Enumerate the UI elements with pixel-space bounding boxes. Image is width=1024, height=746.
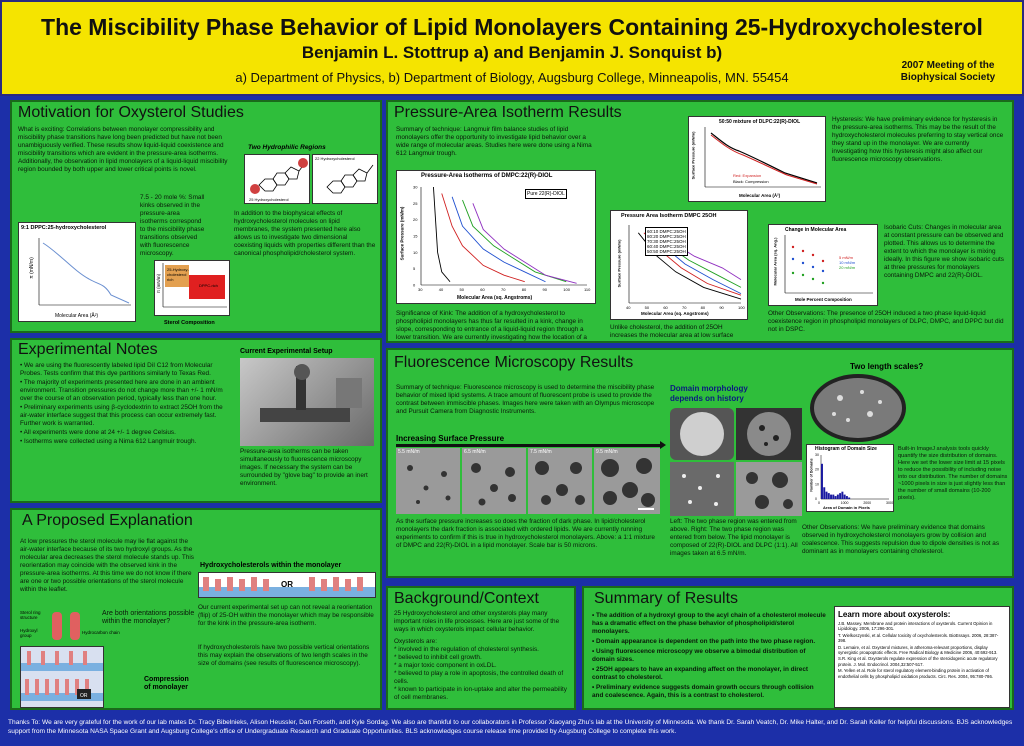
series-line	[473, 203, 577, 283]
chol22-label: 22 Hydroxycholesterol	[315, 156, 355, 161]
motivation-title: Motivation for Oxysterol Studies	[18, 104, 244, 121]
hist-title: Histogram of Domain Size	[815, 446, 877, 452]
y-tick-label: 0	[413, 282, 416, 288]
isobaric-text: Isobaric Cuts: Changes in molecular area at constant pressure can be observed and plotted. This allows us to determine the extent to which the monolayer is mixing ideally. In this figure we show isobaric cuts at three pressures for monolayers containing DMPC and 22(R)-DIOL.	[884, 224, 1004, 279]
reference-item: S.R. King et al. Oxysterols regulate expression of the steroidogenic acute regulatory protein. J. Mol. Endocrinol. 2004,32:507-517.	[838, 656, 998, 667]
hysteresis-text: Hysteresis: We have preliminary evidence for hysteresis in the pressure-area isotherms. This may be the result of the hydroxycholesterol molecules preferring to stay vertical once they stand up in the monolayer. We are currently investigating how this hysteresis might also affect our fluorescence microscopy observations.	[832, 116, 1004, 163]
morph-image-3-domains	[670, 462, 734, 516]
hist-bar	[839, 493, 841, 499]
orientation-question: Are both orientations possible within the monolayer?	[102, 610, 195, 625]
explanation-title: A Proposed Explanation	[22, 512, 193, 529]
summary-item-text: The addition of a hydroxyl group to the acyl chain of a cholesterol molecule has a dramatic effect on the phase behavior of phospholipid/sterol monolayers.	[592, 612, 826, 635]
x-tick-label: 70	[501, 287, 506, 292]
sterol-label: Sterol ring structure	[20, 610, 41, 620]
compression-diagram-svg	[21, 647, 103, 707]
pressure-area-other-obs: Other Observations: The presence of 25OH induced a two phase liquid-liquid coexistence region in phospholipid monolayers of DLPC, DMPC, and DPPC but did not in DSPC.	[768, 310, 1004, 333]
background-panel	[386, 586, 576, 710]
fluor-image-4	[594, 448, 660, 514]
hist-bar	[841, 492, 843, 499]
x-tick-label: 100	[563, 287, 570, 292]
molecular-area-chart	[768, 224, 878, 306]
summary-item-text: Using fluorescence microscopy we observe a bimodal distribution of domain sizes.	[592, 648, 806, 663]
chart2-legend	[645, 227, 688, 256]
fluorescence-summary: Summary of technique: Fluorescence microscopy is used to determine the miscibility phase behavior of mixed lipid systems. A trace amount of fluorescent probe is used to provide the contrast between immiscible phases. Images here were taken with an Olympus microscope and Pursuit Camera from Diagnostic Instruments.	[396, 384, 655, 415]
summary-title: Summary of Results	[594, 590, 739, 607]
morphology-caption: Left: The two phase region was entered from above. Right: The two phase region was entered from below. The lipid monolayer is composed of 22(R)-DIOL and DLPC (1:1). All images taken at 6.5 mN/m.	[670, 518, 798, 557]
hist-ylabel: Number of Domains	[809, 458, 814, 492]
learn-more-title: Learn more about oxysterols:	[838, 610, 951, 619]
pressure-area-summary: Summary of technique: Langmuir film balance studies of lipid monolayers offer the opportunity to investigate lipid behavior over a wide range of molecular areas. Studies here were done using a Nima 612 Langmuir trough.	[396, 126, 592, 157]
fluor-pressure-label: 7.5 mN/m	[530, 449, 552, 455]
experimental-bullet: • The majority of experiments presented here are done in an ambient environment. Transition pressures do not change more than +/- 1 mN/m over the course of an observation period, typically less than one hour.	[20, 379, 223, 402]
poster-affiliation: a) Department of Physics, b) Department of Biology, Augsburg College, Minneapolis, MN. 55454	[235, 70, 789, 85]
morph-image-2	[736, 408, 802, 460]
motivation-text: What is exciting: Correlations between monolayer compressibility and miscibility phase transitions have long been predicted but have not been unambiguously verified. These results show liquid-liquid coexistence and miscibility transitions which are evident in the pressure-area isotherms. Additionally, the observation in lipid monolayers of a liquid-liquid miscibility region bounded by both upper and lower critical points is novel.	[18, 126, 228, 173]
hist-xlabel: Area of Domain in Pixels	[823, 505, 870, 510]
hist-y-tick: 10	[815, 482, 819, 487]
chart3-legend-red: Red: Expansion	[733, 173, 762, 178]
chol25-molecule-image	[245, 155, 309, 203]
y-tick-label: 20	[413, 217, 418, 223]
chart2-legend-item: 60:40 DMPC:25OH	[647, 244, 686, 249]
background-item: * believed to inhibit cell growth.	[394, 654, 482, 661]
x-tick-label: 50	[459, 287, 464, 292]
fluor-image-1	[396, 448, 460, 514]
chart2-ylabel: Surface Pressure (mN/m)	[616, 239, 622, 288]
two-length-label: Two length scales?	[850, 362, 924, 371]
background-text: 25 Hydroxycholesterol and other oxysterols play many important roles in life processes. Here are just some of the ways in which oxysterols impact cellular behavior.	[394, 610, 560, 633]
series-line	[442, 194, 525, 282]
compression-diagram	[20, 646, 104, 708]
background-item-text: believed to inhibit cell growth.	[398, 654, 482, 661]
x-tick-label: 80	[700, 305, 706, 310]
kink-note: 7.5 - 20 mole %: Small kinks observed in the pressure-area isotherms correspond to the miscibility phase transitions observed with fluorescence microscopy.	[140, 194, 205, 257]
explanation-right-2: If hydroxycholesterols have two possible vertical orientations this may explain the observations of two length scales in the size of domains (see results of fluorescence microscopy).	[198, 644, 370, 667]
chart1-xlabel: Molecular Area (sq. Angstroms)	[457, 295, 533, 301]
chart2-legend-item: 50:50 DMPC:25OH	[647, 249, 686, 254]
poster-authors: Benjamin L. Stottrup a) and Benjamin J. Sonquist b)	[301, 43, 723, 62]
fluor-pressure-label: 5.5 mN/m	[398, 449, 420, 455]
chart1-title: Pressure-Area Isotherms of DMPC:22(R)-DIOL	[421, 173, 553, 179]
chart4-title: Change in Molecular Area	[785, 227, 847, 233]
background-item-text: believed to play a role in apoptosis, the controlled death of cells.	[394, 670, 564, 685]
motivation-side-text: In addition to the biophysical effects of hydroxycholesterol molecules on lipid membranes, the system presented here also allows us to investigate two dimensional coexisting liquids with properties different than the canonical phospholipid/cholesterol system.	[234, 210, 376, 257]
summary-item: • Preliminary evidence suggests domain growth occurs through collision and coalescence. Again, this is a contrast to cholesterol.	[592, 684, 814, 699]
y-tick-label: 15	[413, 233, 418, 239]
isotherm-chart-1	[396, 170, 596, 304]
summary-item: • Using fluorescence microscopy we observe a bimodal distribution of domain sizes.	[592, 648, 806, 663]
hist-bar	[848, 498, 850, 499]
thanks-footer: Thanks To: We are very grateful for the work of our lab mates Dr. Tracy Bibelnieks, Alison Heussler, Dan Forseth, and Kyle Sordag. We also are thankful to our collaborators in Professor Xiaoyang Zhu's lab at the University of Minnesota. We thank Dr. Sarah Veatch, Dr. Mike Halter, and Dr. Sarah Keller for helpful discussions. BJS acknowledges support from the Minnesota NASA Space Grant and Augsburg College's office of Undergraduate Research and Graduate Opportunities. BLS acknowledges course release time provided by Augsburg College to complete this work.	[0, 714, 1024, 746]
x-tick-label: 90	[719, 305, 724, 310]
phase-region-sterol: 25-Hydroxy-cholesterol rich	[167, 267, 189, 282]
hydrophilic-label: Two Hydrophilic Regions	[248, 144, 326, 151]
chart3-legend-black: Black: Compression	[733, 179, 769, 184]
experimental-bullet: • Isotherms were collected using a Nima 612 Langmuir trough.	[20, 438, 197, 445]
x-tick-label: 70	[682, 305, 687, 310]
motivation-panel	[10, 100, 382, 333]
series-line	[463, 200, 567, 282]
chol22-molecule-image	[313, 155, 377, 203]
experimental-title: Experimental Notes	[18, 341, 158, 358]
background-item-text: a major toxic component in oxLDL.	[398, 662, 497, 669]
x-tick-label: 30	[418, 287, 423, 292]
chart4-points	[792, 246, 824, 284]
hist-x-tick: 2000	[863, 501, 872, 505]
background-item: * known to participate in ion-uptake and alter the permeability of cell membranes.	[394, 686, 568, 701]
background-item-text: known to participate in ion-uptake and alter the permeability of cell membranes.	[394, 686, 568, 701]
chart1-ylabel: Surface Pressure (mN/m)	[399, 206, 405, 261]
chart2-legend-item: 60:10 DMPC:25OH	[647, 229, 686, 234]
experimental-bullet: • We are using the fluorescently labeled lipid DiI C12 from Molecular Probes. Tests confirm that this dye partitions similarly to Texas Red.	[20, 362, 213, 377]
fluor-image-3	[528, 448, 592, 514]
chart4-legend-item: 10 mN/m	[839, 260, 856, 265]
morphology-images	[670, 408, 802, 516]
kink-graph-svg	[19, 223, 135, 321]
chol22-structure	[312, 154, 378, 204]
hist-x-tick: 1000	[840, 501, 849, 505]
x-tick-label: 40	[626, 305, 631, 310]
morph-image-1	[670, 408, 734, 460]
fluorescence-image-strip	[396, 448, 660, 514]
y-tick-label: 10	[413, 249, 418, 255]
setup-label: Current Experimental Setup	[240, 348, 333, 355]
background-item: * believed to play a role in apoptosis, the controlled death of cells.	[394, 670, 564, 685]
setup-photo-image	[240, 358, 374, 446]
chart3-title: 50:50 mixture of DLPC:22(R)-DIOL	[719, 119, 801, 125]
chart2-title: Pressure Area Isotherm DMPC 25OH	[621, 213, 717, 219]
reference-item: J.B. Massey. Membrane and protein interactions of oxysterols. Current Opinion in Lipidology. 2006, 17:296-301.	[838, 621, 993, 632]
setup-caption: Pressure-area isotherms can be taken simultaneously to fluorescence microscopy images. If necessary the system can be surrounded by "glove bag" to provide an inert environment.	[240, 448, 368, 487]
fluor-image-2	[462, 448, 526, 514]
y-tick-label: 25	[413, 200, 418, 206]
chart4-legend-item: 5 mN/m	[839, 255, 853, 260]
explanation-text: At low pressures the sterol molecule may lie flat against the air-water interface because of its two hydroxyl groups. As the molecular area decreases the sterol molecule stands up. This reorientation may coincide with the observed kink in the pressure-area isotherms. At this time we do not know if there are one or two possible orientations of the sterol molecule within the leaflet.	[20, 538, 194, 593]
sterol-model-a	[52, 612, 62, 640]
reference-item: D. Lemaire, et al. Oxysterol mixtures, in atheroma-relevant proportions, display synergistic proapoptotic effects. Free Radical Biology & Medicine 2006, 40:692-913.	[838, 644, 998, 656]
series-line	[433, 187, 450, 282]
chain-label: Hydrocarbon chain	[82, 630, 120, 635]
chol25-structure	[244, 154, 310, 204]
x-tick-label: 90	[542, 287, 547, 292]
background-list	[394, 646, 572, 702]
experimental-bullets	[20, 362, 226, 446]
kink-graph-ylabel: π (mN/m)	[28, 257, 35, 279]
phase-diagram	[154, 260, 230, 316]
summary-item-text: 25OH appears to have an expanding affect on the monolayer, in direct contrast to cholesterol.	[592, 666, 809, 681]
background-item: * involved in the regulation of cholesterol synthesis.	[394, 646, 539, 653]
hydroxyl-label: Hydroxyl group	[20, 628, 38, 638]
chart2-legend-item: 70:30 DMPC:25OH	[647, 239, 686, 244]
fluor-image-3-domains	[528, 448, 592, 514]
kink-graph	[18, 222, 136, 322]
histogram-chart	[806, 444, 894, 512]
x-tick-label: 50	[644, 305, 650, 310]
experimental-bullet-text: Preliminary experiments using β-cyclodextrin to extract 25OH from the air-water interface suggest that this process can occur extremely fast. Further work is warranted.	[20, 404, 223, 427]
phase-region-dppc: DPPC-rich	[199, 283, 218, 288]
summary-item: • The addition of a hydroxyl group to the acyl chain of a cholesterol molecule has a dramatic effect on the phase behavior of phospholipid/sterol monolayers.	[592, 612, 826, 635]
experimental-bullet-text: All experiments were done at 24 +/- 1 degree Celsius.	[23, 429, 176, 436]
chart4-ylabel: Molecular Area (sq. Ang.)	[772, 237, 778, 286]
hist-bar	[844, 495, 846, 499]
experimental-bullet-text: Isotherms were collected using a Nima 612 Langmuir trough.	[24, 438, 197, 445]
phase-ylabel: π (mN/m)	[156, 273, 162, 294]
chart2-legend-item: 80:20 DMPC:25OH	[647, 234, 686, 239]
morph-image-4	[736, 462, 802, 516]
morph-image-1-domains	[670, 408, 734, 460]
sterol-model-b	[70, 612, 80, 640]
poster-title: The Miscibility Phase Behavior of Lipid Monolayers Containing 25-Hydroxycholesterol	[41, 14, 983, 40]
summary-panel	[582, 586, 1014, 710]
morphology-label: Domain morphology depends on history	[670, 384, 748, 403]
pressure-area-title: Pressure-Area Isotherm Results	[394, 104, 622, 121]
hist-text: Built-in ImageJ analysis tools quickly quantify the size distribution of domains. Here we set the lower size limit at 15 pixels to reduce the possibility of including noise into our distribution. The number of domains ~1000 pixels in size is just slightly less than the number of small domains (10-200 pixels).	[898, 446, 1008, 501]
fluor-pressure-label: 9.5 mN/m	[596, 449, 618, 455]
fluor-image-1-domains	[396, 448, 460, 514]
hist-bar	[826, 492, 828, 499]
x-tick-label: 40	[438, 287, 444, 292]
pressure-area-panel	[386, 100, 1014, 343]
explanation-panel	[10, 508, 382, 710]
fluor-image-2-domains	[462, 448, 526, 514]
hist-svg	[807, 445, 893, 511]
experimental-bullet: • All experiments were done at 24 +/- 1 degree Celsius.	[20, 429, 176, 436]
morph-image-3	[670, 462, 734, 516]
oxysterols-intro: Oxysterols are:	[394, 638, 437, 645]
summary-item-text: Preliminary evidence suggests domain growth occurs through collision and coalescence. Again, this is a contrast to cholesterol.	[592, 684, 814, 699]
setup-photo	[240, 358, 374, 446]
compression-label: Compression of monolayer	[144, 676, 189, 691]
kink-graph-xlabel: Molecular Area (Å²)	[55, 313, 99, 319]
fluorescence-other-obs: Other Observations: We have preliminary evidence that domains observed in hydroxycholesterol monolayers grow by collision and coalescence. This suggests repulsion due to dipole densities is not as dominant as in monolayers containing cholesterol.	[802, 524, 1000, 555]
chart1-legend: Pure 22(R)-DIOL	[527, 191, 565, 197]
chol25-label: 25 Hydroxycholesterol	[249, 197, 289, 202]
chart2-xlabel: Molecular Area (sq. Angstroms)	[641, 311, 709, 316]
hist-bar	[828, 493, 830, 499]
y-tick-label: 5	[413, 266, 416, 272]
summary-item: • Domain appearance is dependent on the path into the two phase region.	[592, 638, 816, 645]
hysteresis-chart	[688, 116, 826, 202]
x-tick-label: 60	[480, 287, 485, 292]
hist-x-tick: 0	[818, 501, 820, 505]
x-tick-label: 110	[584, 287, 591, 292]
hist-x-tick: 300	[886, 501, 892, 505]
summary-item-text: Domain appearance is dependent on the path into the two phase region.	[596, 638, 816, 645]
hist-y-tick: 20	[815, 467, 819, 472]
fluorescence-panel	[386, 348, 1014, 578]
increasing-pressure-label: Increasing Surface Pressure	[396, 434, 505, 443]
morph-image-2-domains	[736, 408, 802, 460]
significance-text: Significance of Kink: The addition of a hydroxycholesterol to phospholipid monolayers has thus far resulted in a kink, change in slope, corresponding to entrance of a liquid-liquid region through a lower transition. We are currently investigating how the location of a	[396, 310, 587, 341]
reference-item: M. Yellen et al. Role for sterol regulatory element-binding protein in activation of endothelial cells by phospholipid oxidation products. Circ. Res. 2004, 95:780-786.	[838, 668, 994, 679]
chart4-legend-item: 20 mN/m	[839, 265, 856, 270]
meeting-label: 2007 Meeting of the Biophysical Society	[900, 60, 996, 83]
hist-bar	[823, 487, 825, 499]
x-tick-label: 80	[521, 287, 527, 292]
isotherm-chart-2	[610, 210, 748, 320]
hist-y-tick: 0	[815, 497, 817, 501]
x-tick-label: 100	[738, 305, 745, 310]
chart4-legend	[839, 255, 855, 270]
or-label: OR	[281, 580, 293, 589]
background-item-text: involved in the regulation of cholesterol synthesis.	[398, 646, 539, 653]
monolayer-diagram-label: Hydroxycholesterols within the monolayer	[200, 562, 342, 569]
kink-graph-title: 9:1 DPPC:25-hydroxycholesterol	[21, 225, 107, 231]
hist-bar	[830, 495, 832, 499]
experimental-bullet-text: The majority of experiments presented here are done in an ambient environment. Transition pressures do not change more than +/- 1 mN/m over the course of an observation period, typically less than one hour.	[20, 379, 223, 402]
summary-list	[592, 612, 826, 700]
pressure-arrow	[396, 444, 660, 447]
hist-bar	[835, 496, 837, 499]
fluorescence-title: Fluorescence Microscopy Results	[394, 354, 634, 371]
background-title: Background/Context	[394, 590, 539, 607]
summary-item: • 25OH appears to have an expanding affect on the monolayer, in direct contrast to cholesterol.	[592, 666, 809, 681]
chart3-svg	[689, 117, 825, 201]
experimental-bullet: • Preliminary experiments using β-cyclodextrin to extract 25OH from the air-water interface suggest that this process can occur extremely fast. Further work is warranted.	[20, 404, 223, 427]
y-tick-label: 30	[413, 184, 418, 190]
compression-or-label: OR	[80, 693, 88, 699]
phase-xlabel: Sterol Composition	[164, 320, 215, 326]
background-item: * a major toxic component in oxLDL.	[394, 662, 497, 669]
fluorescence-caption: As the surface pressure increases so does the fraction of dark phase. In lipid/cholesterol monolayers the dark fraction is associated with ordered lipids. We are currently running experiments to confirm if this is true in hydroxycholesterol monolayers. Above: a 1:1 mixture of DMPC and 22(R)-DIOL in a lipid monolayer. Scale bar is 50 microns.	[396, 518, 655, 549]
morph-image-4-domains	[736, 462, 802, 516]
experimental-bullet-text: We are using the fluorescently labeled lipid DiI C12 from Molecular Probes. Tests confirm that this dye partitions similarly to Texas Red.	[20, 362, 213, 377]
length-scale-domains	[810, 374, 906, 442]
learn-more-box	[834, 606, 1010, 708]
chart3-xlabel: Molecular Area (Å²)	[739, 193, 781, 198]
length-scale-image	[810, 374, 906, 442]
chart4-svg	[769, 225, 877, 305]
hist-bar	[837, 495, 839, 499]
explanation-right-1: Our current experimental set up can not reveal a reorientation (flip) of 25-OH within the monolayer which may be responsible for the kink in the pressure-area isotherm.	[198, 604, 374, 627]
reference-item: T. Wielkoszynski, et al. Cellular toxicity of oxycholesterols. BioEssays. 2006, 28:387-398.	[838, 632, 999, 644]
pressure-arrow-head-icon	[660, 441, 666, 449]
hist-y-tick: 30	[815, 453, 819, 457]
fluor-pressure-label: 6.5 mN/m	[464, 449, 486, 455]
chart4-xlabel: Mole Percent Composition	[795, 297, 852, 302]
fluor-image-4-domains	[594, 448, 660, 514]
hist-bar	[832, 495, 834, 499]
experimental-panel	[10, 338, 382, 503]
monolayer-diagram	[198, 572, 376, 598]
x-tick-label: 60	[663, 305, 668, 310]
hist-bar	[846, 496, 848, 499]
chart3-ylabel: Surface Pressure (mN/m)	[690, 131, 696, 180]
chart2-caption: Unlike cholesterol, the addition of 25OH increases the molecular area at low surface	[610, 324, 734, 339]
hist-bar	[821, 464, 823, 499]
monolayer-diagram-svg	[199, 573, 375, 597]
